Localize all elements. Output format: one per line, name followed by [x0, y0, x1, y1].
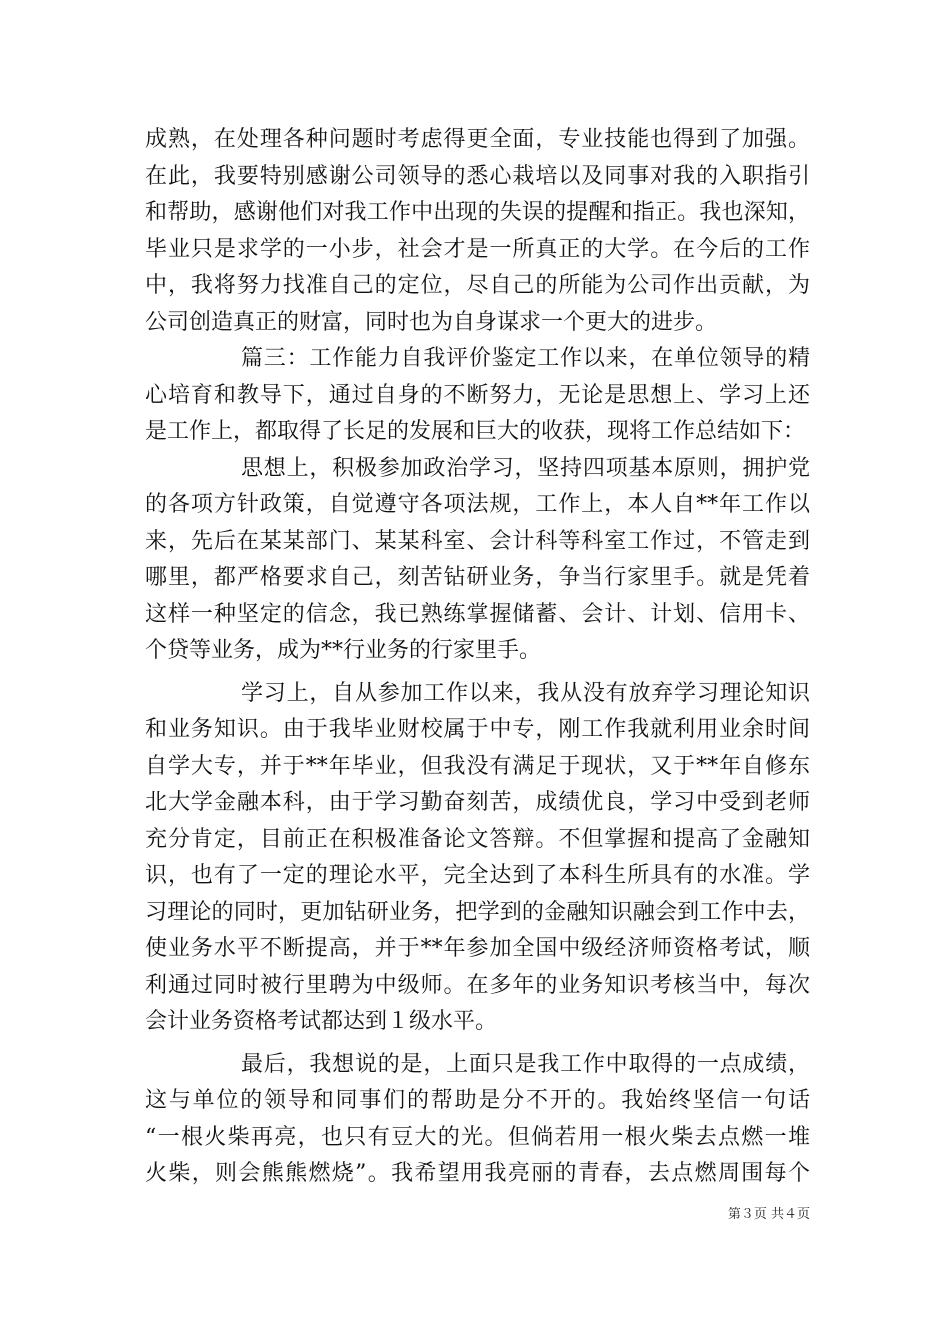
text-line: 心培育和教导下，通过自身的不断努力，无论是思想上、学习上还: [145, 382, 810, 408]
text-line: 和业务知识。由于我毕业财校属于中专，刚工作我就利用业余时间: [145, 717, 810, 742]
section-heading-line: 篇三：工作能力自我评价鉴定工作以来，在单位领导的精: [241, 346, 810, 371]
text-line: 识，也有了一定的理论水平，完全达到了本科生所具有的水准。学: [145, 863, 810, 888]
text-line: 的各项方针政策，自觉遵守各项法规，工作上，本人自**年工作以: [145, 492, 810, 517]
paragraph-start-line: 学习上，自从参加工作以来，我从没有放弃学习理论知识: [241, 680, 810, 706]
text-line: 这与单位的领导和同事们的帮助是分不开的。我始终坚信一句话: [145, 1088, 810, 1113]
text-line: 充分肯定，目前正在积极准备论文答辩。不但掌握和提高了金融知: [145, 826, 810, 852]
text-line: 毕业只是求学的一小步，社会才是一所真正的大学。在今后的工作: [145, 236, 810, 262]
text-line: 中，我将努力找准自己的定位，尽自己的所能为公司作出贡献，为: [145, 273, 810, 298]
text-line: 习理论的同时，更加钻研业务，把学到的金融知识融会到工作中去，: [145, 899, 810, 925]
text-line: 自学大专，并于**年毕业，但我没有满足于现状，又于**年自修东: [145, 753, 810, 779]
text-line: 是工作上，都取得了长足的发展和巨大的收获，现将工作总结如下：: [145, 419, 806, 444]
text-line: 公司创造真正的财富，同时也为自身谋求一个更大的进步。: [145, 309, 718, 335]
text-line: 使业务水平不断提高，并于**年参加全国中级经济师资格考试，顺: [145, 936, 810, 961]
paragraph-start-line: 思想上，积极参加政治学习，坚持四项基本原则，拥护党: [241, 455, 810, 481]
page-number-footer: 第３页 共４页: [727, 1207, 810, 1222]
text-line: 在此，我要特别感谢公司领导的悉心栽培以及同事对我的入职指引: [145, 163, 810, 189]
paragraph-start-line: 最后，我想说的是，上面只是我工作中取得的一点成绩，: [241, 1051, 810, 1077]
text-line: 会计业务资格考试都达到１级水平。: [145, 1009, 498, 1034]
text-line: 利通过同时被行里聘为中级师。在多年的业务知识考核当中，每次: [145, 972, 810, 998]
text-line: “一根火柴再亮，也只有豆大的光。但倘若用一根火柴去点燃一堆: [145, 1124, 810, 1150]
text-line: 个贷等业务，成为**行业务的行家里手。: [145, 638, 542, 663]
text-line: 火柴，则会熊熊燃烧”。我希望用我亮丽的青春，去点燃周围每个: [145, 1161, 810, 1186]
text-line: 来，先后在某某部门、某某科室、会计科等科室工作过，不管走到: [145, 528, 810, 554]
document-body: [145, 122, 810, 1193]
text-line: 这样一种坚定的信念，我已熟练掌握储蓄、会计、计划、信用卡、: [145, 601, 810, 627]
text-line: 北大学金融本科，由于学习勤奋刻苦，成绩优良，学习中受到老师: [145, 790, 810, 815]
text-line: 哪里，都严格要求自己，刻苦钻研业务，争当行家里手。就是凭着: [145, 565, 810, 590]
text-line: 和帮助，感谢他们对我工作中出现的失误的提醒和指正。我也深知，: [145, 200, 810, 225]
text-line: 成熟，在处理各种问题时考虑得更全面，专业技能也得到了加强。: [145, 127, 810, 152]
